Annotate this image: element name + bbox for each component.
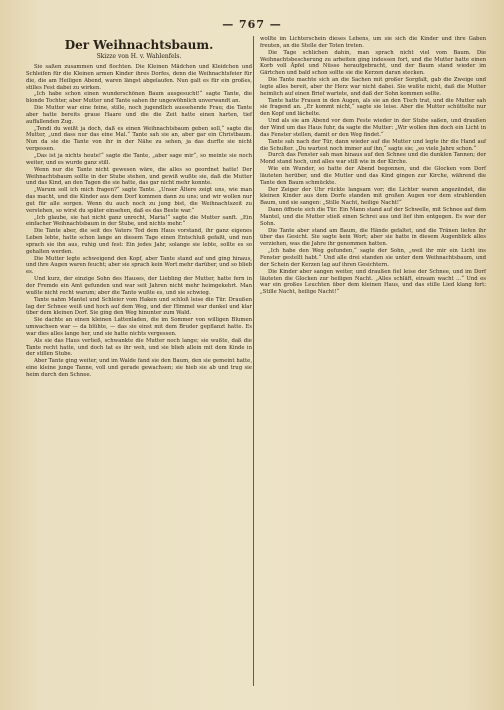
article-byline: Skizze von H. v. Wahlenfels. (96, 53, 182, 60)
paragraph: Die Tante aber, die seit des Vaters Tod dem Haus vorstand, ihr ganz eigenes Leben lebte, hatte schon lange an diesem Tage einen Entschluß gefaßt, und nun sprach sie ihn aus, ruhig und fest: Ein jedes Jahr, solange sie lebte, sollte es so gehalten werden. (26, 228, 252, 255)
paragraph: Die Tage schlichen dahin, man sprach nicht viel vom Baum. Die Weihnachtsbescherung zu arbeiten ging indessen fort, und die Mutter hatte einen Korb voll Äpfel und Nüsse heraufgebracht, und der Baum stand wieder im Gärtchen und bald schon sollte sie die Kerzen daran stecken. (260, 49, 486, 77)
paragraph: Dann öffnete sich die Tür. Ein Mann stand auf der Schwelle, mit Schnee auf dem Mantel, und die Mutter stieß einen Schrei aus und lief ihm entgegen. Es war der Sohn. (260, 207, 486, 227)
page-number: — 767 — (222, 18, 282, 31)
paragraph: Der Zeiger der Uhr rückte langsam vor; die Lichter waren angezündet, die kleinen Kinder aus dem Dorfe standen mit großen Augen vor dem strahlenden Baum, und sie sangen: „Stille Nacht, heilige Nacht!“ (260, 186, 486, 207)
paragraph: „Tendi du weißt ja doch, daß es einen Weihnachtsbaum geben soll,“ sagte die Mutter, „und dass nur das eine Mal.“ Tante sah sie an, aber gar ein Christbaum. Nun da sie die Tante von ihr in der Nähe zu sehen, ja das durfte sie nicht vergessen. (26, 125, 252, 153)
paragraph: Tante sah nach der Tür, dann wieder auf die Mutter und legte ihr die Hand auf die Schulter. „Du wartest noch immer auf ihn,“ sagte sie; „so viele Jahre schon.“ (260, 138, 486, 152)
column-divider (253, 36, 254, 686)
paragraph: wollte im Lichterschein dieses Lebens, um sie sich die Kinder und ihre Gaben freuten, an die Stelle der Toten treten. (260, 36, 486, 49)
paragraph: Die Tante machte sich an die Sachen mit großer Sorgfalt, gab die Zweige und legte alles bereit, aber ihr Herz war nicht dabei. Sie wußte nicht, daß die Mutter heimlich auf einen Brief wartete, und daß der Sohn kommen sollte. (260, 77, 486, 97)
left-column (26, 36, 252, 379)
paragraph: Und kurz, der einzige Sohn des Hauses, der Liebling der Mutter, hatte fern in der Fremde ein Amt gefunden und war seit Jahren nicht mehr heimgekehrt. Man wußte nicht recht warum; aber die Tante wußte es, und sie schwieg. (26, 276, 252, 296)
paragraph: Als sie das Haus verließ, schwankte die Mutter noch lange; sie wußte, daß die Tante recht hatte, und doch tat es ihr weh, und sie blieb allein mit dem Kinde in der stillen Stube. (26, 337, 252, 358)
paragraph: Wenn nur die Tante nicht gewesen wäre, die alles so geordnet hatte! Der Weihnachtsbaum sollte in der Stube stehen, und gewiß wußte sie, daß die Mutter und das Kind, an den Tagen die sie hatte, das gar nicht mehr konnte. (26, 166, 252, 187)
paragraph: Aber Tante ging weiter, und im Walde fand sie den Baum, den sie gemeint hatte, eine kleine junge Tanne, voll und gerade gewachsen; sie hieb sie ab und trug sie heim durch den Schnee. (26, 358, 252, 378)
paragraph: „Ich habe den Weg gefunden,“ sagte der Sohn, „weil ihr mir ein Licht ins Fenster gestellt habt.“ Und alle drei standen sie unter dem Weihnachtsbaum, und der Schein der Kerzen lag auf ihren Gesichtern. (260, 248, 486, 268)
right-column (260, 36, 486, 296)
paragraph: Sie dachte an einen kleinen Lattenladen, die im Sommer von willigen Blumen umwachsen war — da blühte, — das sie einst mit dem Bruder gepflanzt hatte. Es war dies alles lange her, und sie hatte nichts vergessen. (26, 317, 252, 337)
paragraph: Die Kinder aber sangen weiter, und draußen fiel leise der Schnee, und im Dorf läuteten die Glocken zur heiligen Nacht. „Alles schläft, einsam wacht ...“ Und es war ein großes Leuchten über dem kleinen Haus, und das stille Lied klang fort: „Stille Nacht, heilige Nacht!“ (260, 268, 486, 296)
paragraph: Und als sie am Abend vor dem Feste wieder in der Stube saßen, und draußen der Wind um das Haus fuhr, da sagte die Mutter: „Wir wollen ihm doch ein Licht in das Fenster stellen, damit er den Weg findet.“ (260, 118, 486, 138)
paragraph: „Das ist ja nichts heute!“ sagte die Tante, „aber sage mir“, so meinte sie noch weiter, und es wurde ganz still. (26, 152, 252, 166)
paragraph: „Warum soll ich mich fragen?“ sagte Tante. „Unser Ältere zeigt uns, wie man das macht, und die Kinder aus dem Dorf kommen dann zu uns; und wir wollen nur gut für alle sorgen. Wenn du auch noch zu jung bist, die Weihnachtszeit zu verstehen, so wirst du später einsehen, daß es das Beste war.“ (26, 187, 252, 214)
paragraph: „Ich glaube, sie hat nicht ganz unrecht, Maria!“ sagte die Mutter sanft. „Ein einfacher Weihnachtsbaum in der Stube, und nichts mehr.“ (26, 214, 252, 228)
paragraph: Wie ein Wunder, so hatte der Abend begonnen, und die Glocken vom Dorf läuteten herüber, und die Mutter und das Kind gingen zur Kirche, während die Tante den Baum schmückte. (260, 166, 486, 186)
paragraph: Tante hatte Frauen in den Augen, als sie an den Tisch trat, und die Mutter sah sie fragend an. „Er kommt nicht,“ sagte sie leise. Aber die Mutter schüttelte nur den Kopf und lächelte. (260, 97, 486, 118)
paragraph: Die Mutter war eine feine, stille, noch jugendlich aussehende Frau; die Tante aber hatte bereits graue Haare und die die Zeit hatte einen harten, tief auffallenden Zug. (26, 105, 252, 125)
paragraph: „Ich habe schon einen wunderschönen Baum ausgesucht!“ sagte Tante, die blonde Tochter, aber Mutter und Tante sahen ihr ungewöhnlich unverwandt an. (26, 91, 252, 105)
article-title: Der Weihnachtsbaum. (64, 38, 214, 52)
paragraph: Die Mutter legte schweigend den Kopf, aber Tante stand auf und ging hinaus, und ihre Augen waren feucht; aber sie sprach kein Wort mehr darüber, und so blieb es. (26, 255, 252, 276)
paragraph: Durch das Fenster sah man hinaus auf den Schnee und die dunklen Tannen; der Mond stand hoch, und alles war still wie in der Kirche. (260, 152, 486, 166)
paragraph: Die Tante aber stand am Baum, die Hände gefaltet, und die Tränen liefen ihr über das Gesicht. Sie sagte kein Wort; aber sie hatte in diesem Augenblick alles verziehen, was die Jahre ihr genommen hatten. (260, 227, 486, 248)
paragraph: Sie saßen zusammen und flochten. Die Kleinen Mädchen und Kleidchen und Schleifen für die Kleinen armen Kinder ihres Dorfes, denn die Weihnachtsfeier für die, die am Heiligen Abend, waren längst abgelaufen. Nun galt es für ein großes, stilles Fest dabei zu wirken. (26, 64, 252, 91)
paragraph: Tante nahm Mantel und Schleier vom Haken und schloß leise die Tür. Draußen lag der Schnee weiß und hoch auf dem Weg, und der Himmel war dunkel und klar über dem kleinen Dorf. Sie ging den Weg hinunter zum Wald. (26, 296, 252, 317)
